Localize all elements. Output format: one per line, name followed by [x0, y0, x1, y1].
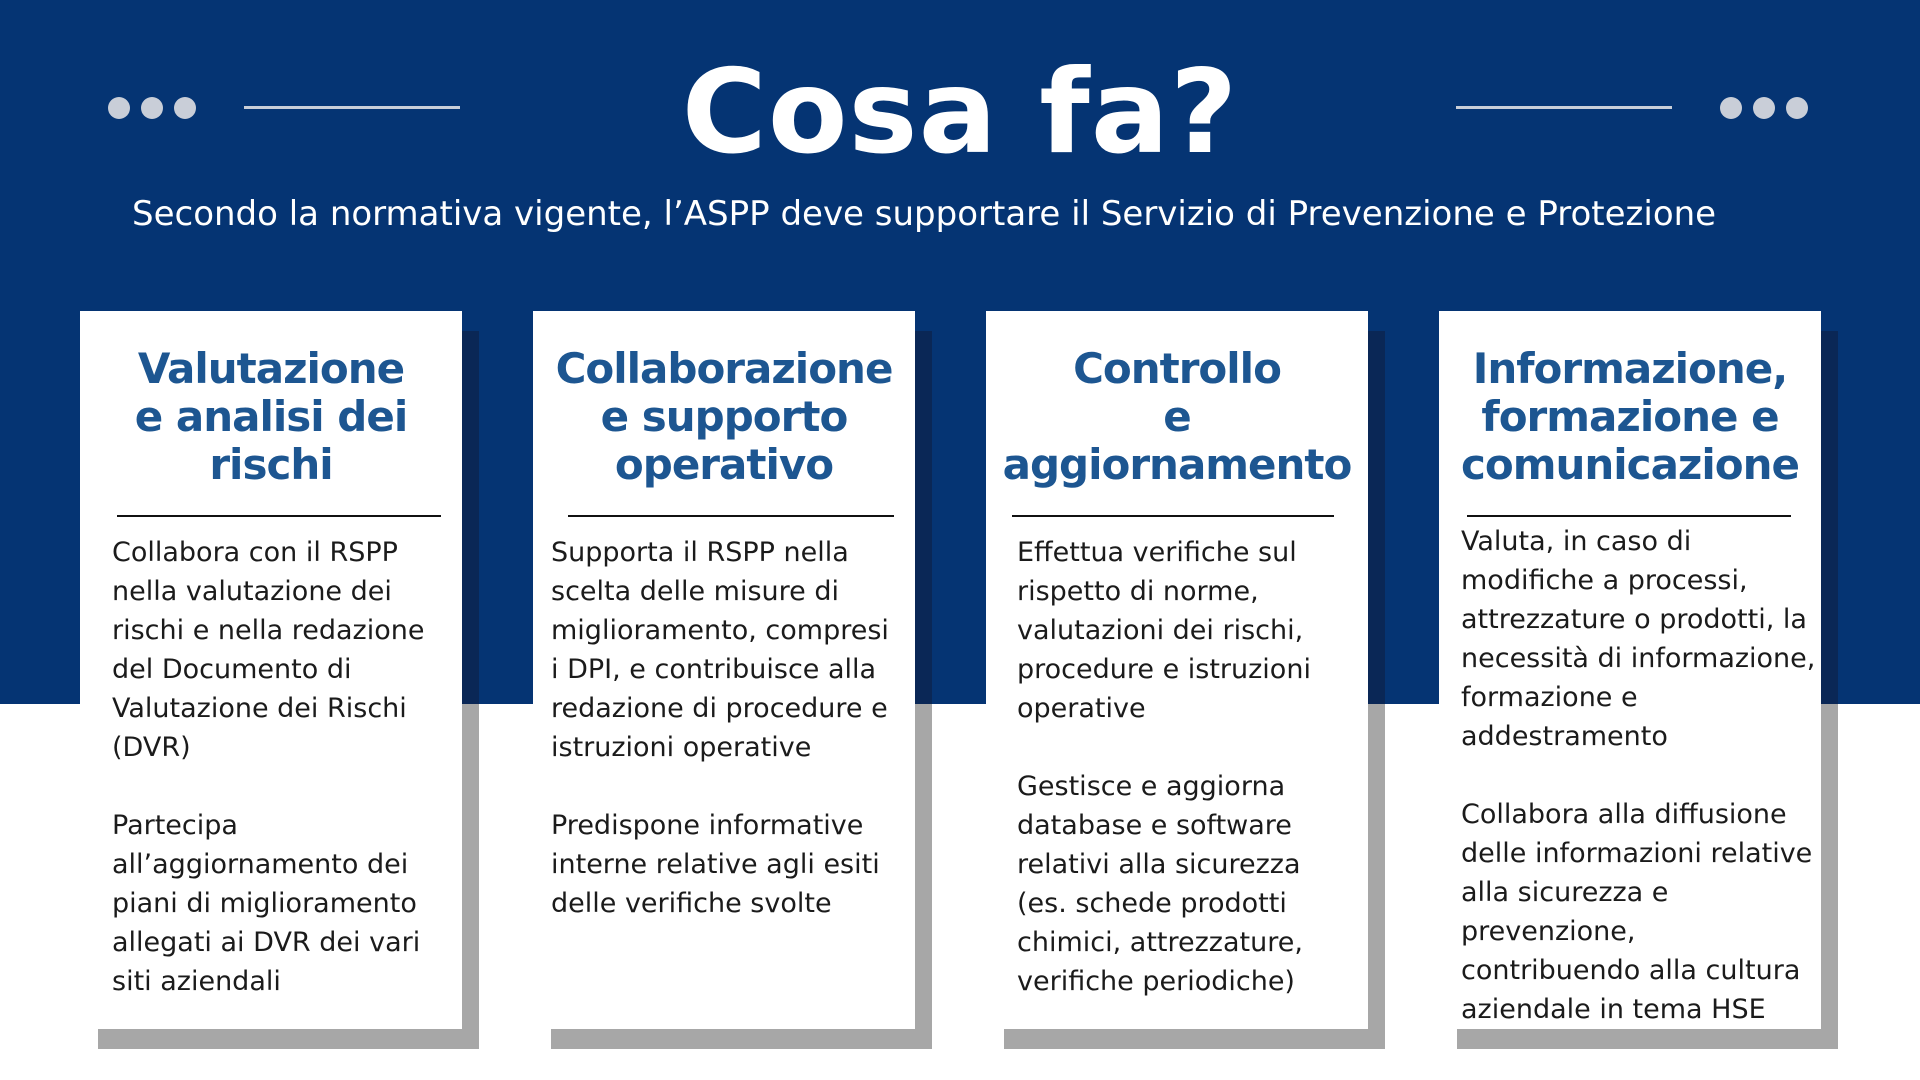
card-title-line: Informazione, [1472, 344, 1788, 393]
card-divider [117, 515, 441, 517]
card-paragraph: Supporta il RSPP nella scelta delle misure di miglioramento, compresi i DPI, e contribuisce alla redazione di procedure e istruzioni operative [551, 537, 889, 763]
card-title-line: comunicazione [1460, 440, 1800, 489]
card-paragraph: Collabora alla diffusione delle informazioni relative alla sicurezza e prevenzione, contribuendo alla cultura aziendale in tema HSE [1461, 799, 1813, 1025]
card-title-line: e [1163, 392, 1191, 441]
card-body [1461, 522, 1817, 1029]
card-title-line: e analisi dei [134, 392, 408, 441]
card-title-line: Controllo [1073, 344, 1281, 393]
card-title [533, 345, 915, 489]
card-title-line: aggiornamento [1002, 440, 1352, 489]
page-subtitle: Secondo la normativa vigente, l’ASPP deve supportare il Servizio di Prevenzione e Protezione [132, 194, 1717, 234]
card-divider [568, 515, 894, 517]
card-valutazione [80, 311, 462, 1029]
card-body [112, 533, 452, 1001]
card-title [80, 345, 462, 489]
right-divider-line [1456, 106, 1672, 109]
card-body [1017, 533, 1357, 1001]
card-divider [1012, 515, 1334, 517]
card-controllo [986, 311, 1368, 1029]
card-paragraph: Partecipa all’aggiornamento dei piani di miglioramento allegati ai DVR dei vari siti aziendali [112, 810, 421, 997]
card-paragraph: Predispone informative interne relative agli esiti delle verifiche svolte [551, 810, 880, 919]
card-title-line: operativo [614, 440, 834, 489]
right-dots-ornament [1720, 97, 1808, 119]
card-paragraph: Valuta, in caso di modifiche a processi, attrezzature o prodotti, la necessità di informazione, formazione e addestramento [1461, 526, 1816, 752]
card-title [1439, 345, 1821, 489]
card-paragraph: Collabora con il RSPP nella valutazione dei rischi e nella redazione del Documento di Valutazione dei Rischi (DVR) [112, 537, 425, 763]
dot-icon [1720, 97, 1742, 119]
card-title-line: rischi [209, 440, 333, 489]
card-title-line: Collaborazione [555, 344, 893, 393]
dot-icon [1786, 97, 1808, 119]
card-title-line: formazione e [1481, 392, 1779, 441]
card-divider [1467, 515, 1791, 517]
card-paragraph: Gestisce e aggiorna database e software relativi alla sicurezza (es. schede prodotti chimici, attrezzature, verifiche periodiche) [1017, 771, 1303, 997]
card-body [551, 533, 901, 923]
card-informazione [1439, 311, 1821, 1029]
card-paragraph: Effettua verifiche sul rispetto di norme, valutazioni dei rischi, procedure e istruzioni operative [1017, 537, 1311, 724]
card-title [986, 345, 1368, 489]
card-title-line: e supporto [600, 392, 848, 441]
card-title-line: Valutazione [137, 344, 405, 393]
page-title: Cosa fa? [681, 45, 1239, 180]
dot-icon [1753, 97, 1775, 119]
card-collaborazione [533, 311, 915, 1029]
